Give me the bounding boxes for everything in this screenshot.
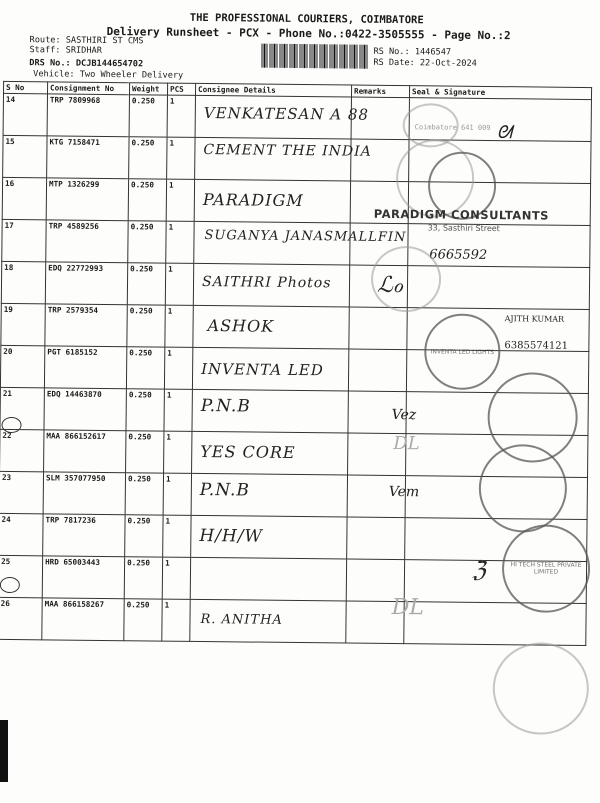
- consignment-cell: MAA 866158267: [42, 598, 124, 641]
- consignee-handwriting: ASHOK: [207, 316, 275, 336]
- consignment-cell: HRD 65003443: [42, 556, 124, 599]
- consignment-cell: MAA 866152617: [44, 430, 126, 473]
- weight-cell: 0.250: [127, 263, 165, 305]
- consignment-cell: EDQ 14463870: [44, 388, 126, 431]
- col-consignment: Consignment No: [48, 82, 130, 95]
- sno-cell: 19: [1, 303, 45, 345]
- seal-stamp: [478, 444, 567, 533]
- vehicle-label: Vehicle: Two Wheeler Delivery: [33, 69, 184, 81]
- pcs-cell: 1: [166, 221, 194, 263]
- sno-cell: 18: [1, 261, 45, 303]
- signature-scribble: DL: [391, 594, 425, 621]
- consignee-handwriting: P.N.B: [200, 395, 251, 417]
- circle-mark: [1, 417, 21, 433]
- remarks-cell: [348, 349, 406, 392]
- consignment-cell: MTP 1326299: [46, 178, 128, 221]
- consignee-handwriting: H/H/W: [199, 525, 264, 547]
- ajith-name: AJITH KUMAR: [504, 314, 565, 324]
- pcs-cell: 1: [165, 305, 193, 347]
- weight-cell: 0.250: [128, 221, 166, 263]
- weight-cell: 0.250: [124, 557, 162, 599]
- consignee-cell: [190, 557, 346, 601]
- consignee-cell: [192, 347, 348, 391]
- signature-scribble: ℨ: [471, 557, 486, 583]
- staff-label: Staff: SRIDHAR: [29, 45, 102, 56]
- rs-date: RS Date: 22-Oct-2024: [373, 57, 477, 69]
- phone-note: 6665592: [429, 247, 488, 263]
- drs-number: DRS No.: DCJB144654702: [29, 58, 144, 70]
- weight-cell: 0.250: [125, 515, 163, 557]
- circle-mark: [0, 577, 20, 593]
- pcs-cell: 1: [167, 137, 195, 179]
- sno-cell: 16: [2, 177, 46, 219]
- consignee-handwriting: INVENTA LED: [201, 359, 324, 380]
- col-sno: S No: [4, 81, 48, 93]
- sno-cell: 15: [3, 135, 47, 177]
- weight-cell: 0.250: [126, 347, 164, 389]
- weight-cell: 0.250: [127, 305, 165, 347]
- consignee-handwriting: PARADIGM: [202, 189, 304, 211]
- consignee-handwriting: VENKATESAN A 88: [203, 103, 370, 124]
- consignee-cell: [192, 389, 348, 433]
- signature-scribble: ᘛ: [496, 122, 513, 144]
- sno-cell: 22: [0, 429, 44, 471]
- weight-cell: 0.250: [125, 473, 163, 515]
- consignment-cell: SLM 357077950: [43, 472, 125, 515]
- pcs-cell: 1: [162, 599, 190, 641]
- pcs-cell: 1: [166, 179, 194, 221]
- consignee-cell: [190, 599, 346, 643]
- pcs-cell: 1: [164, 431, 192, 473]
- consignee-cell: [194, 179, 350, 223]
- col-weight: Weight: [129, 83, 167, 95]
- sno-cell: 14: [3, 93, 47, 135]
- sno-cell: 21: [0, 387, 44, 429]
- weight-cell: 0.250: [126, 431, 164, 473]
- consignment-cell: TRP 4589256: [46, 220, 128, 263]
- pcs-cell: 1: [164, 389, 192, 431]
- remarks-cell: [347, 517, 405, 560]
- runsheet-subtitle: Delivery Runsheet - PCX - Phone No.:0422-3505555 - Page No.:2: [106, 24, 511, 43]
- consignment-cell: EDQ 22772993: [45, 262, 127, 305]
- paradigm-stamp: PARADIGM CONSULTANTS: [373, 206, 550, 223]
- remarks-cell: [349, 307, 407, 350]
- route-label: Route: SASTHIRI ST CMS: [29, 35, 144, 47]
- weight-cell: 0.250: [124, 599, 162, 641]
- weight-cell: 0.250: [128, 179, 166, 221]
- signature-scribble: Vem: [388, 483, 420, 501]
- ajith-phone: 6385574121: [504, 340, 569, 352]
- col-consignee: Consignee Details: [195, 83, 351, 97]
- signature-scribble: ℒℴ: [376, 272, 404, 299]
- consignee-cell: [195, 95, 370, 139]
- consignee-handwriting: SAITHRI Photos: [201, 273, 332, 292]
- consignee-handwriting: CEMENT THE INDIA: [203, 141, 372, 160]
- pcs-cell: 1: [163, 473, 191, 515]
- consignee-cell: [193, 305, 349, 349]
- coimbatore-stamp-text: Coimbatore 641 009: [414, 123, 491, 133]
- col-seal-signature: Seal & Signature: [409, 86, 591, 100]
- signature-scribble: DL: [393, 433, 420, 455]
- consignment-cell: TRP 2579354: [45, 304, 127, 347]
- inventa-stamp: INVENTA LED LIGHTS: [424, 313, 501, 390]
- col-pcs: PCS: [167, 83, 195, 95]
- paradigm-address: 33, Sasthiri Street: [427, 223, 500, 234]
- consignee-cell: [191, 515, 347, 559]
- rs-number: RS No.: 1446547: [373, 46, 452, 58]
- consignee-handwriting: R. ANITHA: [200, 611, 283, 628]
- steel-stamp: HI TECH STEEL PRIVATE LIMITED: [502, 524, 591, 613]
- consignee-handwriting: SUGANYA JANASMALLFIN: [204, 228, 407, 246]
- table-row: [1, 303, 589, 351]
- sno-cell: 17: [2, 219, 46, 261]
- company-title: THE PROFESSIONAL COURIERS, COIMBATORE: [189, 11, 424, 27]
- table-row: [0, 597, 586, 645]
- col-remarks: Remarks: [351, 85, 409, 98]
- sno-cell: 24: [0, 513, 43, 555]
- pcs-cell: 1: [164, 347, 192, 389]
- consignment-cell: TRP 7809968: [47, 94, 129, 137]
- weight-cell: 0.250: [129, 137, 167, 179]
- seal-stamp: [492, 642, 589, 735]
- table-row: [1, 261, 589, 309]
- consignee-cell: [194, 221, 407, 265]
- consignee-cell: [192, 431, 348, 475]
- sno-cell: 23: [0, 471, 44, 513]
- scan-edge: [0, 720, 8, 782]
- weight-cell: 0.250: [129, 95, 167, 137]
- table-row: [0, 555, 587, 603]
- weight-cell: 0.250: [126, 389, 164, 431]
- consignment-cell: TRP 7817236: [43, 514, 125, 557]
- sno-cell: 25: [0, 555, 43, 597]
- table-row: [2, 219, 590, 267]
- pcs-cell: 1: [167, 95, 195, 137]
- consignee-cell: [195, 137, 372, 181]
- sno-cell: 20: [0, 345, 44, 387]
- consignment-cell: PGT 6185152: [44, 346, 126, 389]
- pcs-cell: 1: [162, 557, 190, 599]
- pcs-cell: 1: [163, 515, 191, 557]
- pcs-cell: 1: [165, 263, 193, 305]
- consignee-handwriting: YES CORE: [200, 441, 296, 462]
- consignee-cell: [193, 263, 349, 307]
- sno-cell: 26: [0, 597, 42, 639]
- consignee-cell: [191, 473, 347, 517]
- barcode: [261, 44, 369, 69]
- signature-scribble: Vez: [391, 406, 417, 424]
- consignment-cell: KTG 7158471: [47, 136, 129, 179]
- consignee-handwriting: P.N.B: [199, 479, 251, 501]
